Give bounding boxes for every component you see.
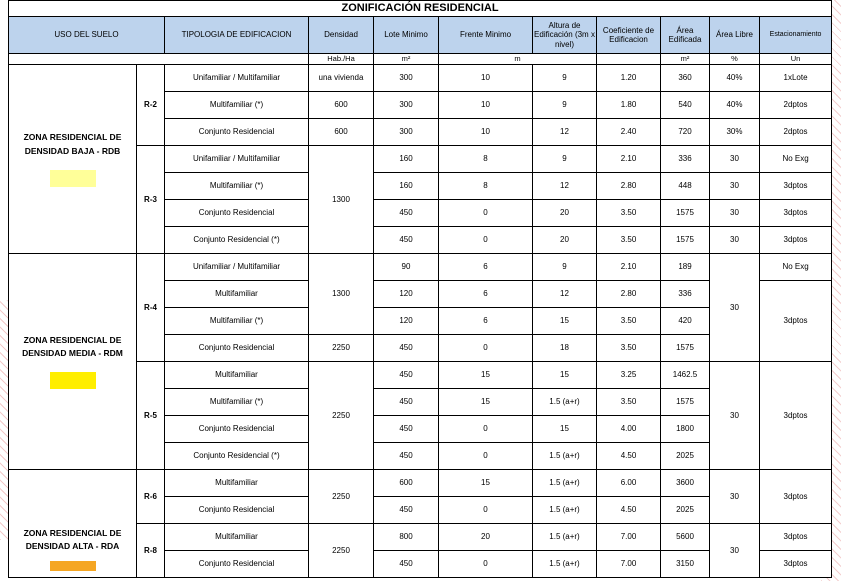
cell-area-edificada: 1800 <box>661 416 710 443</box>
header-uso-del-suelo: USO DEL SUELO <box>9 17 165 54</box>
cell-tipologia: Conjunto Residencial <box>165 335 309 362</box>
cell-altura: 1.5 (a+r) <box>533 389 597 416</box>
cell-coeficiente: 2.10 <box>597 146 661 173</box>
cell-area-edificada: 420 <box>661 308 710 335</box>
unit-densidad: Hab./Ha <box>309 54 374 65</box>
cell-tipologia: Multifamiliar <box>165 524 309 551</box>
cell-coeficiente: 4.00 <box>597 416 661 443</box>
code-r5: R-5 <box>137 362 165 470</box>
cell-altura: 20 <box>533 227 597 254</box>
cell-area-edificada: 1462.5 <box>661 362 710 389</box>
cell-lote: 450 <box>374 551 439 578</box>
zone-rdb-color-swatch <box>50 170 96 187</box>
cell-coeficiente: 2.80 <box>597 173 661 200</box>
cell-coeficiente: 2.40 <box>597 119 661 146</box>
zone-rda-label: ZONA RESIDENCIAL DE DENSIDAD ALTA - RDA <box>23 527 122 551</box>
cell-coeficiente: 3.25 <box>597 362 661 389</box>
cell-lote: 450 <box>374 362 439 389</box>
cell-coeficiente: 1.80 <box>597 92 661 119</box>
cell-frente: 6 <box>439 308 533 335</box>
zone-rdm-label: ZONA RESIDENCIAL DE DENSIDAD MEDIA - RDM <box>22 334 123 358</box>
header-densidad: Densidad <box>309 17 374 54</box>
cell-lote: 450 <box>374 389 439 416</box>
cell-altura: 1.5 (a+r) <box>533 470 597 497</box>
cell-frente: 8 <box>439 173 533 200</box>
cell-area-edificada: 3600 <box>661 470 710 497</box>
cell-tipologia: Multifamiliar (*) <box>165 308 309 335</box>
cell-area-libre: 30 <box>710 524 760 578</box>
cell-lote: 450 <box>374 443 439 470</box>
cell-estacionamiento: 3dptos <box>760 362 832 470</box>
cell-frente: 15 <box>439 389 533 416</box>
cell-area-edificada: 336 <box>661 281 710 308</box>
cell-tipologia: Conjunto Residencial <box>165 200 309 227</box>
cell-coeficiente: 7.00 <box>597 551 661 578</box>
cell-tipologia: Conjunto Residencial <box>165 416 309 443</box>
cell-area-edificada: 540 <box>661 92 710 119</box>
header-area-libre: Área Libre <box>710 17 760 54</box>
cell-lote: 160 <box>374 173 439 200</box>
cell-tipologia: Conjunto Residencial (*) <box>165 227 309 254</box>
cell-estacionamiento: 2dptos <box>760 92 832 119</box>
cell-estacionamiento: 3dptos <box>760 551 832 578</box>
cell-tipologia: Conjunto Residencial <box>165 551 309 578</box>
unit-coeficiente <box>597 54 661 65</box>
unit-area-edificada: m² <box>661 54 710 65</box>
cell-altura: 15 <box>533 362 597 389</box>
zone-rdb-cell <box>9 65 137 254</box>
cell-altura: 9 <box>533 92 597 119</box>
title-row <box>9 1 832 17</box>
cell-frente: 0 <box>439 200 533 227</box>
cell-lote: 300 <box>374 92 439 119</box>
cell-lote: 450 <box>374 335 439 362</box>
cell-coeficiente: 3.50 <box>597 389 661 416</box>
cell-densidad: 600 <box>309 92 374 119</box>
cell-lote: 90 <box>374 254 439 281</box>
cell-frente: 10 <box>439 92 533 119</box>
cell-lote: 300 <box>374 65 439 92</box>
cell-tipologia: Multifamiliar <box>165 281 309 308</box>
cell-area-edificada: 5600 <box>661 524 710 551</box>
header-row <box>9 17 832 54</box>
table-row <box>9 65 832 92</box>
cell-densidad: 2250 <box>309 470 374 524</box>
cell-frente: 10 <box>439 65 533 92</box>
cell-lote: 120 <box>374 308 439 335</box>
cell-coeficiente: 2.10 <box>597 254 661 281</box>
unit-area-libre: % <box>710 54 760 65</box>
cell-estacionamiento: 3dptos <box>760 173 832 200</box>
cell-altura: 15 <box>533 416 597 443</box>
cell-lote: 450 <box>374 416 439 443</box>
cell-densidad: 2250 <box>309 362 374 470</box>
cell-coeficiente: 4.50 <box>597 497 661 524</box>
zone-rdm-color-swatch <box>50 372 96 389</box>
cell-area-edificada: 360 <box>661 65 710 92</box>
cell-frente: 0 <box>439 551 533 578</box>
zone-rda-color-swatch <box>50 561 96 571</box>
header-altura: Altura de Edificación (3m x nivel) <box>533 17 597 54</box>
code-r4: R-4 <box>137 254 165 362</box>
cell-altura: 1.5 (a+r) <box>533 524 597 551</box>
cell-tipologia: Multifamiliar (*) <box>165 389 309 416</box>
unit-lote: m² <box>374 54 439 65</box>
zone-rdm-cell <box>9 254 137 470</box>
cell-estacionamiento: 1xLote <box>760 65 832 92</box>
cell-frente: 15 <box>439 470 533 497</box>
cell-densidad: 1300 <box>309 254 374 335</box>
cell-estacionamiento: 3dptos <box>760 524 832 551</box>
cell-estacionamiento: 3dptos <box>760 227 832 254</box>
cell-altura: 12 <box>533 281 597 308</box>
cell-frente: 6 <box>439 281 533 308</box>
code-r6: R-6 <box>137 470 165 524</box>
cell-area-edificada: 448 <box>661 173 710 200</box>
cell-altura: 20 <box>533 200 597 227</box>
cell-lote: 450 <box>374 200 439 227</box>
cell-tipologia: Multifamiliar (*) <box>165 173 309 200</box>
cell-tipologia: Unifamiliar / Multifamiliar <box>165 146 309 173</box>
cell-area-edificada: 2025 <box>661 497 710 524</box>
cell-area-libre: 30 <box>710 362 760 470</box>
cell-lote: 450 <box>374 497 439 524</box>
cell-estacionamiento: 3dptos <box>760 470 832 524</box>
cell-altura: 12 <box>533 173 597 200</box>
cell-altura: 1.5 (a+r) <box>533 551 597 578</box>
cell-altura: 9 <box>533 254 597 281</box>
header-lote-minimo: Lote Minimo <box>374 17 439 54</box>
zone-rdb-label: ZONA RESIDENCIAL DE DENSIDAD BAJA - RDB <box>23 132 122 156</box>
cell-tipologia: Conjunto Residencial <box>165 119 309 146</box>
cell-area-libre: 30% <box>710 119 760 146</box>
cell-altura: 12 <box>533 119 597 146</box>
cell-altura: 15 <box>533 308 597 335</box>
cell-estacionamiento: No Exg <box>760 146 832 173</box>
cell-area-libre: 40% <box>710 65 760 92</box>
header-frente-minimo: Frente Minimo <box>439 17 533 54</box>
cell-frente: 0 <box>439 227 533 254</box>
cell-area-edificada: 1575 <box>661 335 710 362</box>
cell-lote: 300 <box>374 119 439 146</box>
cell-frente: 15 <box>439 362 533 389</box>
cell-area-edificada: 189 <box>661 254 710 281</box>
cell-frente: 8 <box>439 146 533 173</box>
cell-altura: 1.5 (a+r) <box>533 497 597 524</box>
cell-area-edificada: 2025 <box>661 443 710 470</box>
cell-lote: 160 <box>374 146 439 173</box>
cell-frente: 0 <box>439 416 533 443</box>
cell-frente: 10 <box>439 119 533 146</box>
cell-frente: 0 <box>439 335 533 362</box>
cell-area-libre: 30 <box>710 173 760 200</box>
cell-lote: 800 <box>374 524 439 551</box>
cell-tipologia: Unifamiliar / Multifamiliar <box>165 254 309 281</box>
code-r2: R-2 <box>137 65 165 146</box>
header-tipologia: TIPOLOGIA DE EDIFICACION <box>165 17 309 54</box>
cell-densidad: 1300 <box>309 146 374 254</box>
unit-estacionamiento: Un <box>760 54 832 65</box>
cell-coeficiente: 7.00 <box>597 524 661 551</box>
cell-densidad: 2250 <box>309 335 374 362</box>
cell-area-libre: 30 <box>710 470 760 524</box>
cell-area-edificada: 720 <box>661 119 710 146</box>
cell-lote: 600 <box>374 470 439 497</box>
cell-area-libre: 30 <box>710 227 760 254</box>
cell-area-libre: 30 <box>710 200 760 227</box>
cell-densidad: 600 <box>309 119 374 146</box>
cell-tipologia: Conjunto Residencial (*) <box>165 443 309 470</box>
cell-area-libre: 40% <box>710 92 760 119</box>
cell-estacionamiento: 3dptos <box>760 281 832 362</box>
cell-lote: 450 <box>374 227 439 254</box>
cell-coeficiente: 3.50 <box>597 200 661 227</box>
units-spacer <box>9 54 309 65</box>
cell-coeficiente: 3.50 <box>597 335 661 362</box>
cell-densidad: 2250 <box>309 524 374 578</box>
header-area-edificada: Área Edificada <box>661 17 710 54</box>
cell-area-edificada: 1575 <box>661 227 710 254</box>
zone-rda-cell <box>9 470 137 578</box>
cell-coeficiente: 3.50 <box>597 227 661 254</box>
cell-area-libre: 30 <box>710 146 760 173</box>
cell-lote: 120 <box>374 281 439 308</box>
cell-coeficiente: 4.50 <box>597 443 661 470</box>
cell-altura: 1.5 (a+r) <box>533 443 597 470</box>
cell-area-edificada: 1575 <box>661 200 710 227</box>
cell-altura: 9 <box>533 146 597 173</box>
cell-altura: 9 <box>533 65 597 92</box>
cell-frente: 6 <box>439 254 533 281</box>
cell-coeficiente: 1.20 <box>597 65 661 92</box>
cell-coeficiente: 3.50 <box>597 308 661 335</box>
unit-frente-altura: m <box>439 54 597 65</box>
header-coeficiente: Coeficiente de Edificacion <box>597 17 661 54</box>
table-row <box>9 470 832 497</box>
table-title: ZONIFICACIÓN RESIDENCIAL <box>9 1 832 17</box>
header-estacionamiento: Estacionamiento <box>760 17 832 54</box>
cell-tipologia: Multifamiliar (*) <box>165 92 309 119</box>
cell-tipologia: Multifamiliar <box>165 362 309 389</box>
code-r8: R-8 <box>137 524 165 578</box>
zonification-table <box>8 0 832 578</box>
cell-coeficiente: 6.00 <box>597 470 661 497</box>
cell-tipologia: Multifamiliar <box>165 470 309 497</box>
cell-frente: 0 <box>439 443 533 470</box>
table-row <box>9 254 832 281</box>
cell-area-libre: 30 <box>710 254 760 362</box>
cell-altura: 18 <box>533 335 597 362</box>
cell-estacionamiento: 2dptos <box>760 119 832 146</box>
cell-estacionamiento: No Exg <box>760 254 832 281</box>
cell-frente: 0 <box>439 497 533 524</box>
cell-coeficiente: 2.80 <box>597 281 661 308</box>
cell-frente: 20 <box>439 524 533 551</box>
cell-tipologia: Conjunto Residencial <box>165 497 309 524</box>
cell-area-edificada: 1575 <box>661 389 710 416</box>
cell-area-edificada: 3150 <box>661 551 710 578</box>
cell-tipologia: Unifamiliar / Multifamiliar <box>165 65 309 92</box>
cell-area-edificada: 336 <box>661 146 710 173</box>
code-r3: R-3 <box>137 146 165 254</box>
units-row <box>9 54 832 65</box>
cell-densidad: una vivienda <box>309 65 374 92</box>
cell-estacionamiento: 3dptos <box>760 200 832 227</box>
